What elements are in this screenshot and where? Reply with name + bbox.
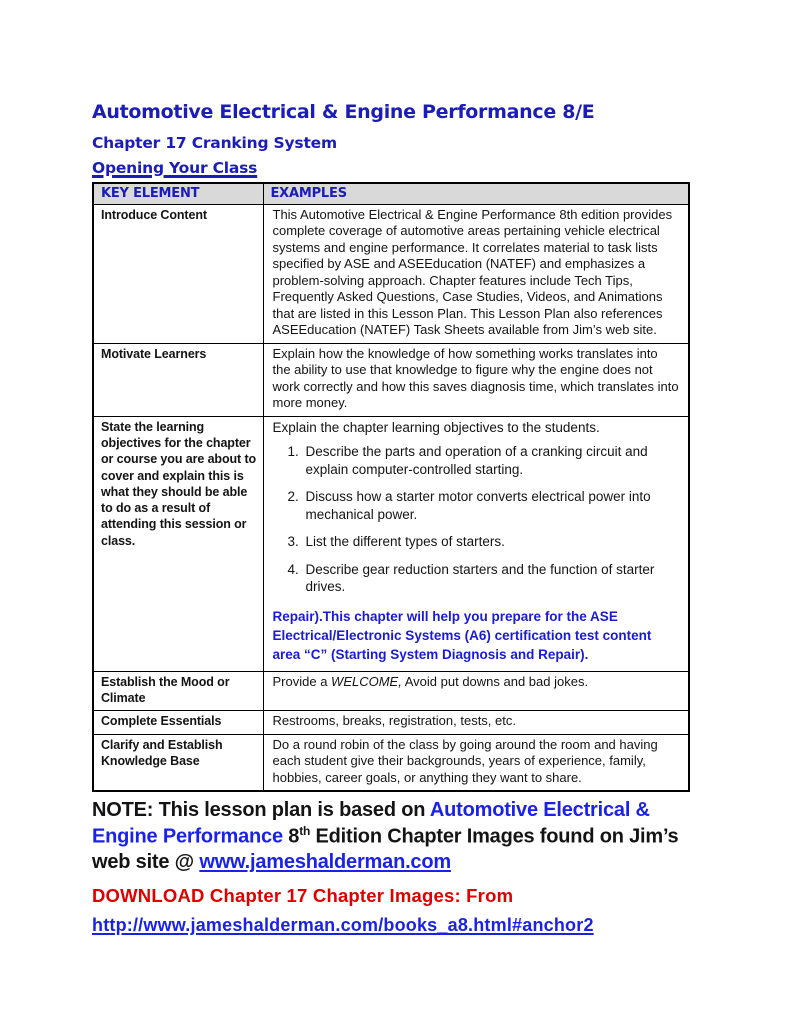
lesson-plan-page: [92, 101, 708, 937]
note-paragraph: [92, 798, 714, 875]
note-book-title: Automotive Electrical & Engine Performance: [92, 799, 650, 848]
table-row-motivate-learners: [93, 343, 689, 416]
key-cell-learning-objectives: State the learning objectives for the chapter or course you are about to cover and explain this is what they should be able to do as a result of attending this session or class.: [93, 416, 263, 671]
key-cell-complete-essentials: Complete Essentials: [93, 711, 263, 735]
objective-item: 4. Describe gear reduction starters and the function of starter drives.: [303, 561, 680, 596]
note-edition-sup: th: [299, 823, 311, 838]
download-heading: DOWNLOAD Chapter 17 Chapter Images: From: [92, 884, 514, 906]
lesson-plan-table: [92, 182, 690, 792]
note-edition-number: 8: [282, 825, 300, 848]
example-cell-introduce-content: This Automotive Electrical & Engine Performance 8th edition provides complete coverage of automotive areas pertaining vehicle electrical systems and engine performance. It correlates material to task lists specified by ASE and ASEEducation (NATEF) and emphasizes a problem-solving approach. Chapter features include Tech Tips, Frequently Asked Questions, Case Studies, Videos, and Animations that are listed in this Lesson Plan. This Lesson Plan also references ASEEducation (NATEF) Task Sheets available from Jim’s web site.: [263, 204, 689, 343]
ase-certification-note: Repair).This chapter will help you prepare for the ASE Electrical/Electronic Systems (A6) certification test content area “C” (Starting System Diagnosis and Repair).: [272, 608, 652, 662]
key-cell-motivate-learners: Motivate Learners: [93, 343, 263, 416]
key-cell-establish-mood: Establish the Mood or Climate: [93, 671, 263, 711]
table-row-introduce-content: [93, 204, 689, 343]
example-cell-learning-objectives: [263, 416, 689, 671]
download-url-line: [92, 915, 708, 937]
objective-item: 3. List the different types of starters.: [303, 533, 680, 551]
key-cell-clarify-knowledge: Clarify and Establish Knowledge Base: [93, 734, 263, 791]
col-header-examples: EXAMPLES: [263, 183, 689, 205]
table-header-row: [93, 183, 689, 205]
mood-text-suffix: Avoid put downs and bad jokes.: [401, 673, 589, 689]
objective-item: 1. Describe the parts and operation of a cranking circuit and explain computer-controlled starting.: [303, 443, 680, 478]
page-title: Automotive Electrical & Engine Performance 8/E: [92, 101, 595, 123]
jims-website-link[interactable]: www.jameshalderman.com: [199, 850, 451, 873]
table-row-learning-objectives: [93, 416, 689, 671]
example-cell-complete-essentials: Restrooms, breaks, registration, tests, etc.: [263, 711, 689, 735]
section-heading: Opening Your Class: [92, 159, 258, 178]
note-edition-rest: Edition Chapter Images found on Jim’s web site @: [92, 825, 679, 873]
objectives-list: [273, 443, 680, 596]
col-header-key-element: KEY ELEMENT: [93, 183, 263, 205]
table-row-complete-essentials: [93, 711, 689, 735]
table-row-establish-mood: [93, 671, 689, 711]
mood-text-prefix: Provide a: [272, 673, 332, 689]
key-cell-introduce-content: Introduce Content: [93, 204, 263, 343]
note-prefix: NOTE: This lesson plan is based on: [92, 799, 430, 822]
example-cell-motivate-learners: Explain how the knowledge of how something works translates into the ability to use that knowledge to figure why the engine does not work correctly and how this saves diagnosis time, which translates into more money.: [263, 343, 689, 416]
chapter-heading: Chapter 17 Cranking System: [92, 133, 337, 152]
welcome-word: WELCOME,: [331, 673, 402, 689]
table-row-clarify-knowledge: [93, 734, 689, 791]
example-cell-establish-mood: [263, 671, 689, 711]
objective-item: 2. Discuss how a starter motor converts electrical power into mechanical power.: [303, 488, 680, 523]
example-cell-clarify-knowledge: Do a round robin of the class by going around the room and having each student give their backgrounds, years of experience, family, hobbies, career goals, or anything they want to share.: [263, 734, 689, 791]
download-url-link[interactable]: http://www.jameshalderman.com/books_a8.html#anchor2: [92, 915, 594, 936]
objectives-intro: Explain the chapter learning objectives to the students.: [272, 419, 600, 435]
